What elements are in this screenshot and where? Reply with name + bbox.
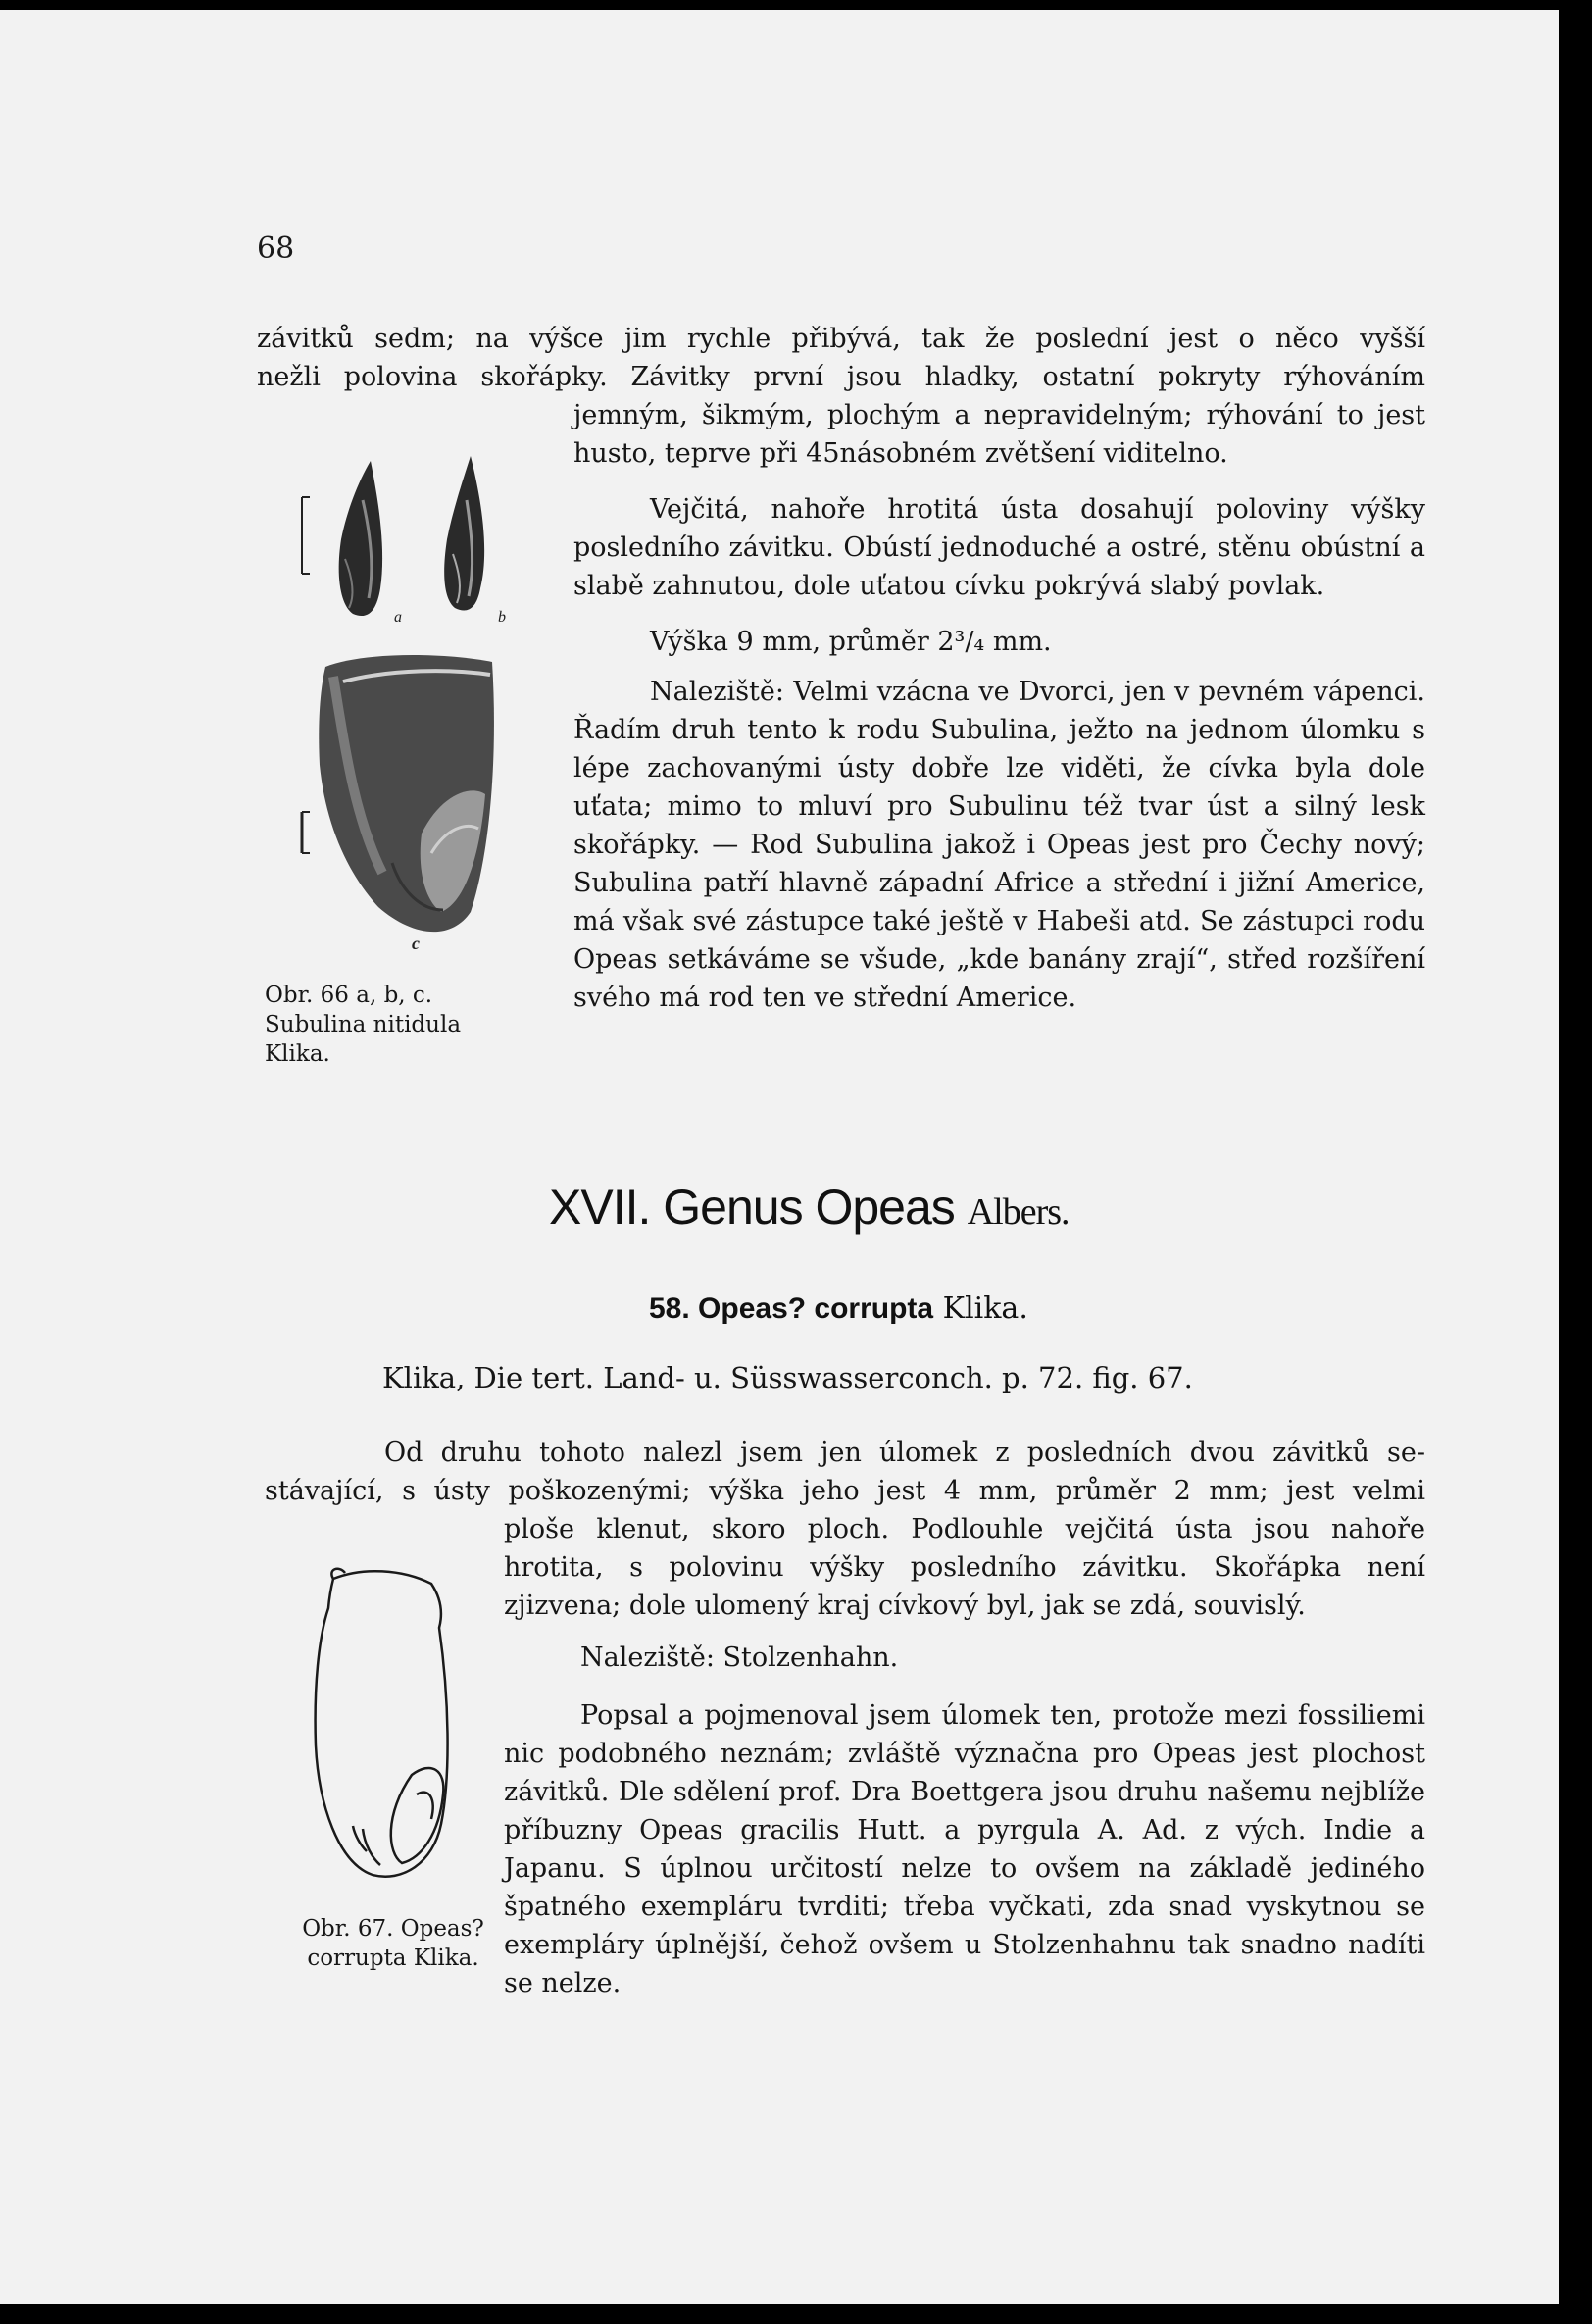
text-line: husto, teprve při 45násobném zvětšení viditelno. (573, 438, 1228, 469)
figure-67 (294, 1559, 471, 1893)
text-block-1 (257, 320, 1425, 396)
text-line: nežli polovina skořápky. Závitky první jsou hladky, ostatní pokryty rýhováním (257, 362, 1425, 392)
paragraph: Popsal a pojmenoval jsem úlomek ten, protože mezi fossiliemi nic podobného neznám; zvláště význačna pro Opeas jest plochost závitků. Dle sdělení prof. Dra Boettgera jsou druhu našemu nejblíže příbuzny Opeas gracilis Hutt. a pyrgula A. Ad. z vých. Indie a Japanu. S úplnou určitostí nelze to ovšem na základě jediného špatného exempláru tvrditi; třeba vyčkati, zda snad vyskytnou se exempláry úplnější, čehož ovšem u Stolzenhahnu tak snadno nadíti se nelze. (504, 1700, 1425, 1998)
figure-label-c: c (412, 934, 420, 953)
figure-66 (284, 441, 539, 951)
section-heading (549, 1179, 1070, 1236)
text-line: stávající, s ústy poškozenými; výška jeho jest 4 mm, průměr 2 mm; jest velmi (265, 1476, 1425, 1506)
shell-b-illustration (444, 456, 484, 611)
species-author: Klika. (942, 1291, 1028, 1326)
text-block-2 (573, 490, 1425, 1017)
text-block-1b (573, 396, 1425, 473)
figure-label-a: a (394, 609, 402, 626)
shell-a-illustration (302, 461, 382, 616)
book-page (0, 10, 1559, 2304)
paragraph: Naleziště: Velmi vzácna ve Dvorci, jen v pevném vápenci. Řadím druh tento k rodu Subulina, ježto na jednom úlomku s lépe zachovanými ústy dobře lze viděti, že cívka byla dole uťata; mimo to mluví pro Subulinu též tvar úst a silný lesk skořápky. — Rod Subulina jakož i Opeas jest pro Čechy nový; Subulina patří hlavně západní Africe a střední i jižní Americe, má však své zástupce také ještě v Habeši atd. Se zástupci rodu Opeas setkáváme se všude, „kde banány zrají“, střed rozšíření svého má rod ten ve střední Americe. (573, 677, 1425, 1013)
paragraph: Výška 9 mm, průměr 2³/₄ mm. (650, 627, 1052, 657)
section-title: XVII. Genus Opeas (549, 1180, 955, 1235)
book-spine-shadow (1559, 0, 1592, 2324)
figure-66-caption: Obr. 66 a, b, c. Subulina nitidula Klika. (265, 983, 462, 1067)
paragraph: Naleziště: Stolzenhahn. (580, 1642, 899, 1673)
text-line: jemným, šikmým, plochým a nepravidelným; rýhování to jest (573, 400, 1425, 430)
paragraph: ploše klenut, skoro ploch. Podlouhle vejčitá ústa jsou nahoře hrotita, s polovinu výšky posledního závitku. Skořápka není zjizvena; dole ulomený kraj cívkový byl, jak se zdá, souvislý. (504, 1514, 1425, 1621)
bibliographic-reference: Klika, Die tert. Land- u. Süsswasserconch. p. 72. fig. 67. (382, 1361, 1193, 1394)
species-name: 58. Opeas? corrupta (649, 1292, 934, 1325)
paragraph: Vejčitá, nahoře hrotitá ústa dosahují poloviny výšky posledního závitku. Obústí jednoduché a ostré, stěnu obústní a slabě zahnutou, dole uťatou cívku pokrývá slabý povlak. (573, 494, 1425, 601)
page-number: 68 (257, 231, 295, 266)
species-heading (649, 1291, 1028, 1326)
figure-label-b: b (498, 609, 506, 626)
text-block-3b (504, 1510, 1425, 2002)
section-author: Albers. (967, 1191, 1070, 1233)
shell-fragment-illustration (316, 1569, 448, 1877)
figure-67-caption: Obr. 67. Opeas? corrupta Klika. (302, 1916, 484, 1971)
shell-c-illustration (302, 655, 494, 932)
text-line: Od druhu tohoto nalezl jsem jen úlomek z posledních dvou závitků se- (384, 1438, 1425, 1468)
text-block-3 (265, 1434, 1425, 1510)
text-line: závitků sedm; na výšce jim rychle přibývá, tak že poslední jest o něco vyšší (257, 324, 1425, 354)
